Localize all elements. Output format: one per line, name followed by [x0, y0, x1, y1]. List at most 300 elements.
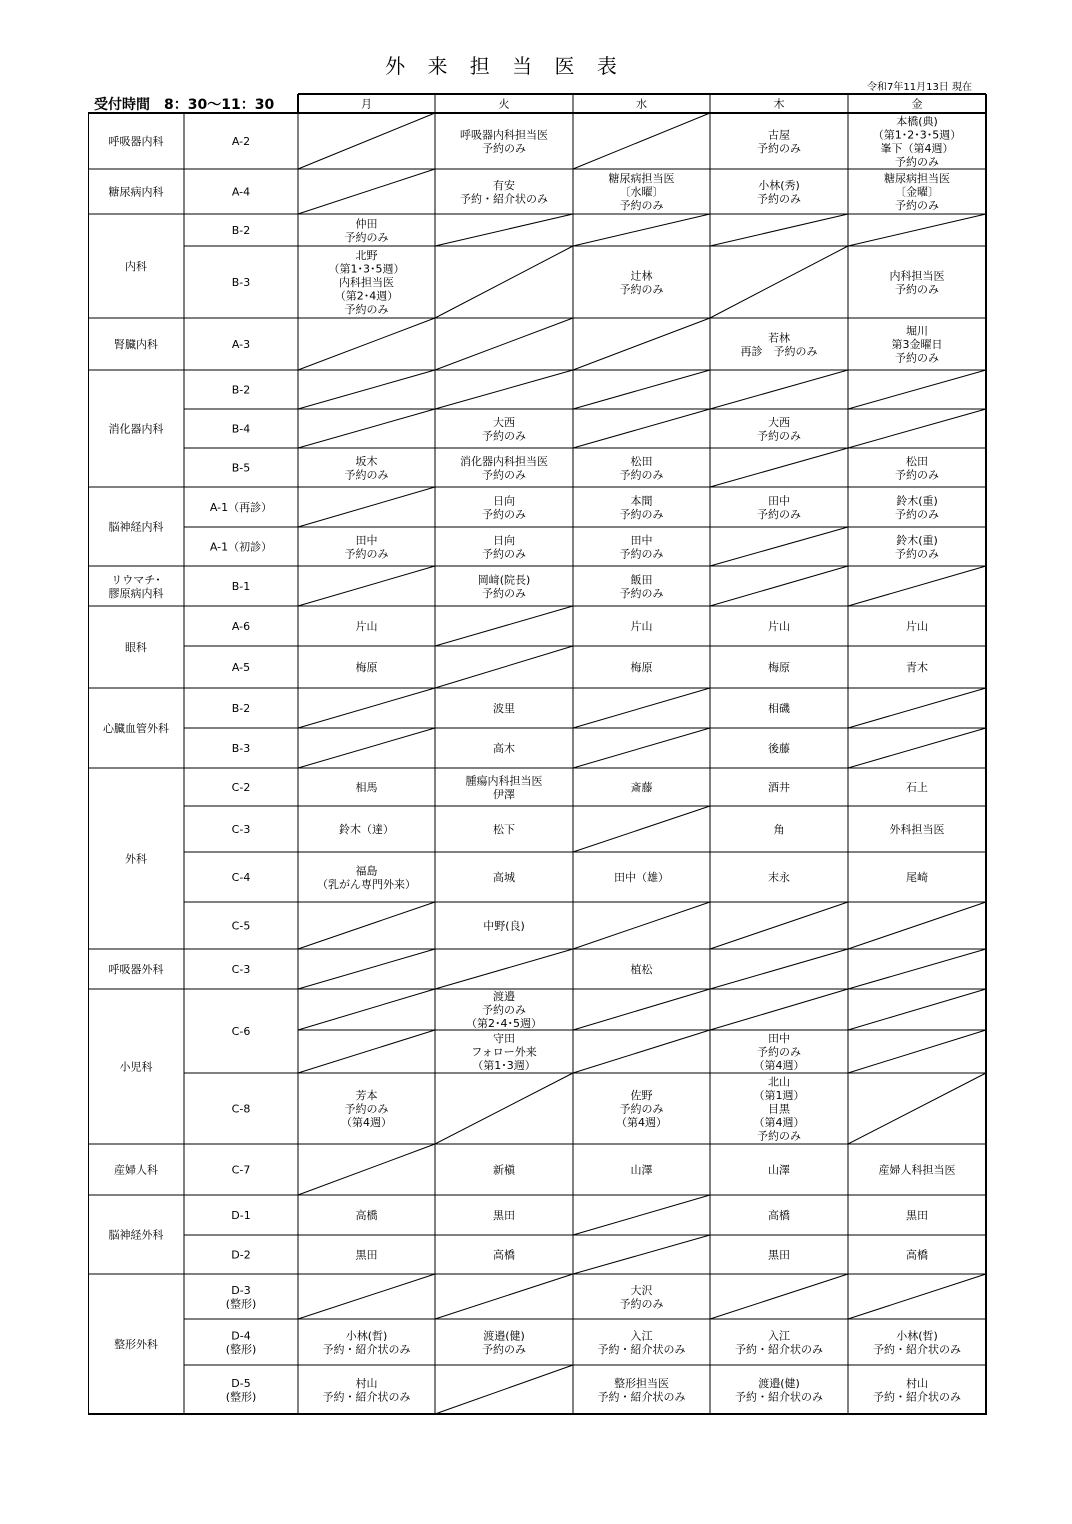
doctor-cell-line: 高橋 [906, 1248, 928, 1262]
doctor-cell-line: （第2･4･5週） [466, 1017, 542, 1030]
doctor-cell-line: 予約のみ [895, 351, 939, 365]
day-header: 月 [361, 97, 372, 111]
room-label [231, 1249, 250, 1262]
empty-slot-diagonal [298, 113, 435, 169]
room-label [232, 871, 251, 884]
doctor-cell-line: 村山 [355, 1376, 378, 1390]
doctor-cell [735, 1376, 823, 1404]
empty-slot-diagonal [298, 949, 435, 989]
doctor-cell [906, 1209, 928, 1222]
doctor-cell [620, 268, 664, 296]
page-title: 外 来 担 当 医 表 [385, 54, 625, 78]
doctor-cell [735, 1328, 823, 1356]
doctor-cell-line: 鈴木（達） [339, 823, 394, 836]
doctor-cell-line: 予約・紹介状のみ [322, 1342, 411, 1356]
day-header: 木 [773, 97, 785, 111]
department-label-line: 脳神経外科 [108, 1228, 164, 1242]
doctor-cell-line: （第2･4週） [334, 289, 399, 303]
room-label [210, 500, 272, 514]
empty-slot-diagonal [573, 728, 710, 768]
room-label-line: C-8 [231, 1102, 251, 1116]
empty-slot-diagonal [848, 566, 986, 606]
doctor-cell-line: 北山 [768, 1075, 790, 1089]
doctor-cell-line: 予約のみ [482, 547, 526, 561]
doctor-cell [631, 780, 653, 794]
empty-slot-diagonal [435, 214, 573, 246]
empty-slot-diagonal [710, 214, 848, 246]
doctor-cell-line: 入江 [768, 1329, 790, 1343]
doctor-cell-line: 峯下（第4週） [880, 141, 954, 155]
doctor-cell [493, 1209, 515, 1222]
day-header: 金 [911, 97, 923, 111]
empty-slot-diagonal [573, 1235, 710, 1274]
doctor-cell-line: （第4週） [341, 1116, 392, 1129]
doctor-cell [341, 1088, 392, 1129]
doctor-cell [616, 1089, 667, 1129]
doctor-cell [460, 454, 548, 482]
doctor-cell [356, 619, 378, 633]
doctor-cell-line: 片山 [355, 620, 378, 633]
room-label-line: B-3 [231, 276, 251, 289]
room-label [232, 224, 251, 237]
empty-slot-diagonal [710, 902, 848, 949]
department-label [125, 640, 147, 654]
empty-slot-diagonal [435, 949, 573, 989]
empty-slot-diagonal [298, 688, 435, 728]
doctor-cell-line: 日向 [493, 494, 515, 508]
room-label-line: C-6 [231, 1025, 251, 1038]
doctor-cell-line: 糖尿病担当医 [608, 172, 675, 185]
doctor-cell [609, 171, 675, 212]
doctor-cell-line: 松田 [906, 454, 928, 468]
doctor-cell-line: フォロー外来 [471, 1045, 537, 1059]
doctor-cell-line: 予約・紹介状のみ [873, 1390, 961, 1404]
doctor-cell [614, 870, 669, 884]
doctor-cell [895, 454, 939, 482]
department-label-line: 心臓血管外科 [103, 722, 169, 735]
doctor-cell-line: （第1･3･5週） [328, 262, 405, 276]
doctor-cell [345, 454, 389, 482]
doctor-cell-line: 消化器内科担当医 [460, 454, 548, 468]
doctor-cell [598, 1376, 686, 1404]
doctor-cell-line: 古屋 [768, 128, 790, 142]
doctor-cell-line: 黒田 [906, 1209, 928, 1222]
department-label [109, 573, 164, 600]
doctor-cell-line: 田中（雄） [614, 871, 669, 884]
doctor-cell-line: 予約・紹介状のみ [322, 1390, 411, 1404]
empty-slot-diagonal [573, 1030, 710, 1073]
empty-slot-diagonal [573, 409, 710, 448]
department-label [125, 259, 147, 273]
doctor-cell-line: 田中 [630, 533, 653, 547]
doctor-cell-line: 堀川 [906, 324, 928, 338]
empty-slot-diagonal [573, 1195, 710, 1235]
doctor-cell-line: 予約のみ [619, 282, 664, 296]
doctor-cell [620, 1283, 664, 1311]
empty-slot-diagonal [435, 370, 573, 409]
doctor-cell-line: 山澤 [768, 1163, 790, 1177]
department-label-line: 内科 [125, 260, 147, 273]
room-label [232, 620, 250, 633]
empty-slot-diagonal [710, 566, 848, 606]
empty-slot-diagonal [573, 318, 710, 370]
doctor-cell-line: 予約のみ [482, 1003, 526, 1017]
doctor-cell-line: 高橋 [768, 1209, 790, 1222]
room-label-line: A-6 [231, 620, 251, 633]
day-header: 火 [498, 97, 510, 111]
room-label [232, 384, 251, 397]
doctor-cell-line: 予約のみ [757, 507, 801, 521]
room-label [232, 186, 250, 199]
doctor-cell [356, 1208, 378, 1222]
doctor-cell-line: 産婦人科担当医 [878, 1163, 956, 1177]
empty-slot-diagonal [848, 409, 986, 448]
empty-slot-diagonal [573, 806, 710, 852]
room-label [232, 423, 251, 436]
doctor-cell-line: 大西 [493, 415, 515, 429]
doctor-cell-line: 鈴木(重) [896, 494, 938, 508]
doctor-cell-line: 有安 [493, 178, 515, 192]
department-label-line: 小児科 [119, 1060, 153, 1074]
doctor-cell-line: 仲田 [355, 217, 378, 231]
doctor-cell [768, 1208, 790, 1222]
room-label [232, 276, 251, 289]
reception-hours-label: 受付時間 8：30〜11：30 [94, 97, 275, 113]
doctor-cell [339, 822, 394, 836]
empty-slot-diagonal [710, 448, 848, 487]
doctor-cell [757, 415, 801, 443]
empty-slot-diagonal [848, 1274, 986, 1319]
doctor-cell [768, 870, 790, 884]
doctor-cell [482, 415, 526, 443]
doctor-cell [890, 268, 945, 296]
doctor-cell-line: 渡邉(健) [483, 1329, 525, 1343]
department-label-line: 産婦人科 [114, 1163, 158, 1177]
empty-slot-diagonal [435, 1073, 573, 1144]
doctor-cell-line: 伊澤 [493, 787, 515, 801]
doctor-cell [906, 780, 928, 794]
room-label-line: A-3 [231, 338, 251, 351]
room-label-line: B-2 [231, 383, 251, 397]
room-label-line: (整形) [225, 1297, 257, 1311]
doctor-cell-line: 北野 [355, 249, 378, 262]
doctor-cell-line: 片山 [906, 620, 928, 633]
doctor-cell-line: 予約・紹介状のみ [735, 1390, 823, 1404]
doctor-cell-line: 高橋 [355, 1209, 378, 1222]
empty-slot-diagonal [848, 1073, 986, 1144]
doctor-cell-line: 予約のみ [757, 429, 801, 443]
doctor-cell [329, 249, 405, 316]
doctor-cell-line: 新槇 [493, 1163, 515, 1177]
doctor-cell-line: （第4週） [753, 1116, 805, 1129]
department-label-line: 消化器内科 [108, 422, 164, 436]
room-label-line: D-4 [231, 1329, 251, 1343]
doctor-cell [768, 1249, 790, 1262]
empty-slot-diagonal [573, 214, 710, 246]
doctor-cell-line: 辻林 [630, 269, 653, 283]
doctor-cell [757, 127, 801, 155]
doctor-cell-line: 予約のみ [619, 1102, 664, 1116]
doctor-cell [493, 1248, 515, 1262]
doctor-cell-line: 高橋 [493, 1248, 515, 1262]
doctor-cell-line: 田中 [768, 1032, 790, 1045]
doctor-cell-line: （第1･2･3･5週） [872, 128, 962, 142]
room-label-line: B-5 [231, 461, 251, 475]
room-label [226, 1284, 257, 1311]
doctor-cell [323, 1376, 411, 1404]
doctor-cell [768, 1164, 790, 1177]
doctor-cell-line: 予約のみ [757, 1129, 801, 1143]
doctor-cell [631, 1164, 653, 1177]
doctor-cell-line: 小林(哲) [345, 1329, 388, 1343]
doctor-cell-line: （第1･3週） [472, 1059, 536, 1072]
room-label-line: D-1 [231, 1209, 251, 1222]
empty-slot-diagonal [298, 318, 435, 370]
empty-slot-diagonal [848, 902, 986, 949]
empty-slot-diagonal [298, 370, 435, 409]
room-label [231, 1209, 250, 1222]
doctor-cell-line: 日向 [493, 533, 515, 547]
doctor-cell-line: 石上 [906, 781, 928, 794]
doctor-cell [873, 1328, 961, 1356]
doctor-cell-line: 予約のみ [482, 468, 526, 482]
department-label [109, 422, 164, 436]
doctor-cell-line: 黒田 [768, 1248, 790, 1262]
department-label [103, 721, 169, 735]
doctor-cell-line: 若林 [768, 331, 790, 345]
doctor-cell-line: 内科担当医 [889, 269, 945, 283]
room-label-line: C-4 [231, 871, 251, 884]
room-label [232, 702, 251, 715]
room-label [232, 781, 251, 794]
doctor-cell-line: 本間 [630, 494, 653, 508]
doctor-cell [768, 741, 790, 755]
doctor-cell-line: 入江 [630, 1329, 653, 1343]
doctor-cell [483, 919, 525, 933]
department-label [114, 1163, 158, 1177]
room-label [232, 661, 250, 674]
room-label-line: D-2 [231, 1248, 251, 1262]
doctor-cell [482, 493, 526, 521]
doctor-cell-line: 守田 [493, 1032, 515, 1045]
doctor-cell [460, 178, 548, 206]
doctor-cell-line: 梅原 [355, 661, 378, 674]
doctor-cell-line: 予約・紹介状のみ [597, 1342, 686, 1356]
doctor-cell-line: 岡﨑(院長) [477, 573, 531, 587]
department-label-line: 外科 [125, 852, 147, 866]
empty-slot-diagonal [848, 728, 986, 768]
doctor-cell-line: 松下 [493, 823, 515, 836]
empty-slot-diagonal [435, 646, 573, 688]
doctor-cell [466, 773, 543, 801]
doctor-cell-line: 田中 [768, 494, 790, 508]
doctor-cell-line: 予約のみ [619, 468, 664, 482]
empty-slot-diagonal [435, 1365, 573, 1414]
empty-slot-diagonal [710, 989, 848, 1030]
doctor-cell-line: 芳本 [355, 1089, 378, 1102]
doctor-cell-line: 片山 [768, 620, 790, 633]
room-label-line: B-4 [231, 422, 251, 436]
doctor-cell-line: 予約のみ [895, 468, 939, 482]
room-label-line: A-2 [231, 135, 251, 148]
doctor-cell [873, 114, 962, 169]
doctor-cell-line: 予約・紹介状のみ [597, 1390, 686, 1404]
doctor-cell [345, 533, 389, 561]
doctor-cell-line: 予約のみ [344, 547, 389, 561]
empty-slot-diagonal [298, 728, 435, 768]
doctor-cell-line: 渡邉 [493, 990, 515, 1003]
doctor-cell [895, 533, 939, 561]
department-label [125, 852, 147, 866]
doctor-cell-line: 飯田 [630, 573, 653, 587]
doctor-cell-line: 予約のみ [619, 586, 664, 600]
room-label-line: A-4 [231, 185, 251, 199]
empty-slot-diagonal [710, 527, 848, 566]
room-label-line: A-1（再診） [209, 501, 273, 514]
doctor-cell-line: 予約・紹介状のみ [460, 192, 548, 206]
doctor-cell-line: 村山 [906, 1376, 928, 1390]
doctor-cell [493, 870, 515, 884]
room-label-line: (整形) [225, 1342, 257, 1356]
doctor-cell-line: 〔水曜〕 [619, 185, 664, 199]
doctor-cell-line: 予約のみ [344, 230, 389, 244]
doctor-cell-line: 予約・紹介状のみ [873, 1342, 961, 1356]
doctor-cell-line: 予約のみ [619, 199, 664, 212]
room-label [232, 963, 251, 976]
doctor-cell [768, 780, 790, 794]
room-label-line: A-5 [231, 661, 251, 674]
empty-slot-diagonal [710, 1274, 848, 1319]
doctor-cell-line: 予約のみ [619, 1297, 664, 1311]
doctor-cell [466, 989, 542, 1030]
doctor-cell-line: 酒井 [768, 781, 790, 794]
empty-slot-diagonal [298, 566, 435, 606]
department-label [114, 1337, 158, 1351]
doctor-cell [741, 330, 818, 358]
doctor-cell-line: 梅原 [630, 661, 653, 674]
room-label [232, 1103, 251, 1116]
department-label-line: 呼吸器外科 [108, 963, 164, 976]
empty-slot-diagonal [848, 949, 986, 989]
doctor-cell-line: 渡邉(健) [758, 1376, 800, 1390]
doctor-cell-line: 予約のみ [344, 303, 389, 316]
room-label [226, 1377, 257, 1404]
doctor-cell-line: 相馬 [355, 781, 378, 794]
department-label [109, 1228, 164, 1242]
doctor-cell [460, 127, 548, 155]
doctor-cell [482, 533, 526, 561]
room-label [232, 462, 251, 475]
doctor-cell-line: 整形担当医 [614, 1376, 669, 1390]
doctor-cell-line: （第4週） [616, 1116, 667, 1129]
doctor-cell-line: 予約のみ [757, 1045, 801, 1059]
room-label [232, 823, 251, 836]
room-label [232, 135, 250, 148]
empty-slot-diagonal [573, 688, 710, 728]
doctor-cell-line: 第3金曜日 [891, 338, 943, 351]
doctor-cell [471, 1032, 536, 1072]
doctor-cell [493, 1163, 516, 1177]
doctor-cell [754, 1031, 805, 1072]
room-label [232, 742, 251, 755]
doctor-cell-line: 後藤 [768, 742, 790, 755]
department-label [120, 1060, 153, 1074]
department-label-line: 糖尿病内科 [108, 185, 164, 199]
schedule-table [88, 0, 988, 1420]
doctor-cell-line: 黒田 [355, 1248, 378, 1262]
doctor-cell-line: （第4週） [753, 1059, 805, 1072]
day-header: 水 [636, 97, 647, 111]
empty-slot-diagonal [848, 370, 986, 409]
doctor-cell [879, 1163, 956, 1177]
doctor-cell-line: 予約のみ [619, 507, 664, 521]
doctor-cell-line: 内科担当医 [339, 276, 394, 289]
room-label [232, 920, 251, 933]
doctor-cell-line: 植松 [630, 963, 653, 976]
doctor-cell [317, 863, 416, 891]
doctor-cell-line: （乳がん専門外来） [317, 877, 416, 891]
doctor-cell [757, 493, 801, 521]
doctor-cell-line: 高木 [493, 742, 515, 755]
doctor-cell-line: 鈴木(重) [896, 533, 938, 547]
empty-slot-diagonal [710, 246, 848, 318]
doctor-cell [620, 573, 664, 600]
doctor-cell-line: 予約のみ [895, 155, 939, 169]
doctor-cell-line: 〔金曜〕 [895, 185, 939, 199]
doctor-cell-line: 予約のみ [482, 586, 526, 600]
empty-slot-diagonal [435, 606, 573, 646]
empty-slot-diagonal [298, 902, 435, 949]
doctor-cell-line: 予約のみ [619, 547, 664, 561]
doctor-cell [620, 533, 664, 561]
doctor-cell [873, 1376, 961, 1404]
doctor-cell-line: 再診 予約のみ [740, 344, 818, 358]
doctor-cell-line: 大西 [768, 415, 790, 429]
room-label-line: B-1 [231, 580, 251, 593]
doctor-cell [884, 171, 950, 212]
doctor-cell [906, 870, 928, 884]
room-label-line: C-3 [231, 963, 251, 976]
doctor-cell [768, 701, 790, 715]
doctor-cell [356, 660, 378, 674]
doctor-cell-line: 本橋(典) [896, 114, 938, 128]
room-label [232, 580, 251, 593]
department-label-line: 呼吸器内科 [108, 135, 164, 148]
room-label-line: B-2 [231, 224, 251, 237]
department-label-line: 眼科 [125, 641, 147, 654]
room-label-line: A-1（初診） [209, 540, 273, 554]
doctor-cell-line: 小林(秀) [758, 178, 800, 192]
room-label-line: B-2 [231, 702, 251, 715]
doctor-cell-line: 坂木 [355, 454, 378, 468]
empty-slot-diagonal [435, 246, 573, 318]
empty-slot-diagonal [573, 370, 710, 409]
empty-slot-diagonal [298, 1030, 435, 1073]
doctor-cell [906, 619, 928, 633]
room-label [226, 1329, 257, 1356]
room-label-line: D-5 [231, 1376, 251, 1390]
room-label-line: (整形) [225, 1390, 257, 1404]
doctor-cell [774, 822, 785, 836]
department-label [109, 520, 164, 534]
doctor-cell-line: 大沢 [630, 1283, 653, 1297]
department-label-line: 脳神経内科 [108, 520, 164, 534]
doctor-cell-line: 梅原 [768, 661, 790, 674]
doctor-cell-line: 中野(良) [483, 919, 525, 933]
empty-slot-diagonal [298, 1144, 435, 1195]
room-label [232, 1025, 251, 1038]
doctor-cell-line: 予約のみ [757, 141, 801, 155]
